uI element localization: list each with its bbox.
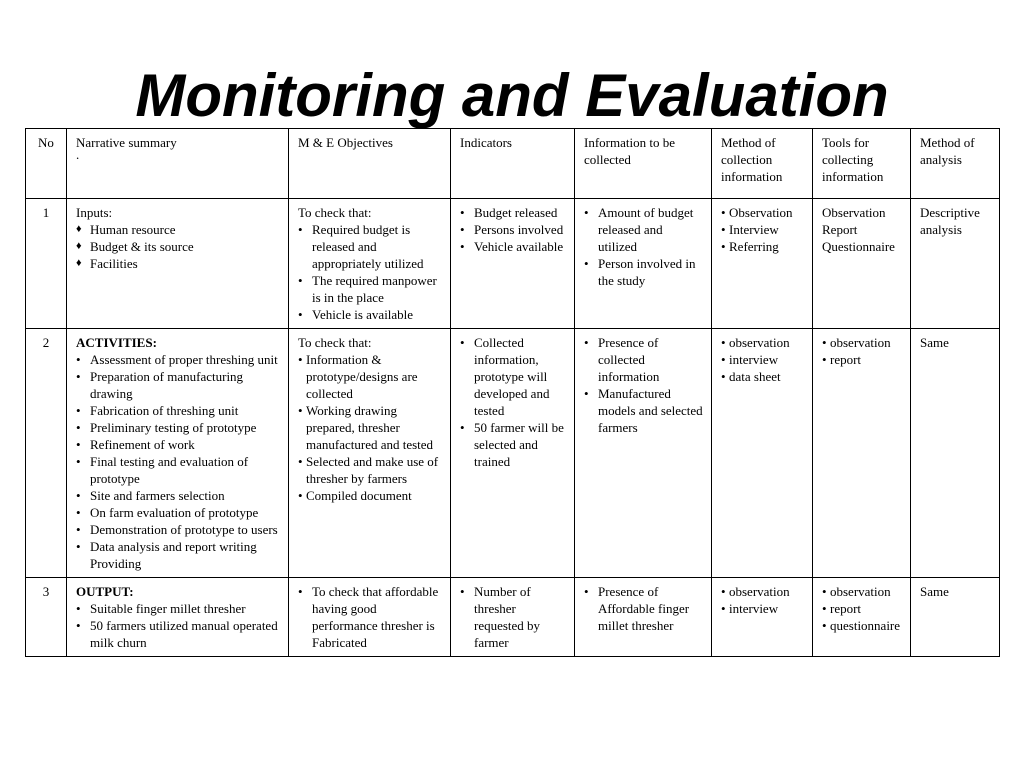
information-cell — [575, 578, 712, 657]
list-item: • The required manpower is in the place — [298, 272, 442, 306]
list-item: • Number of thresher requested by farmer — [460, 583, 566, 651]
header-objectives: M & E Objectives — [289, 129, 451, 199]
narrative-cell — [67, 578, 289, 657]
indicators-list — [460, 334, 566, 470]
indicators-cell — [451, 329, 575, 578]
method-analysis-cell: Same — [911, 329, 1000, 578]
tools-list — [822, 334, 902, 368]
tool-item: Report — [822, 222, 858, 237]
narrative-label: OUTPUT: — [76, 584, 134, 599]
list-item: ♦ Human resource — [76, 221, 280, 238]
header-narrative-summary — [67, 129, 289, 199]
list-item: • Compiled document — [298, 487, 442, 504]
indicators-list — [460, 583, 566, 651]
method-collection-list — [721, 583, 804, 617]
narrative-list — [76, 600, 280, 651]
list-item: • Person involved in the study — [584, 255, 703, 289]
header-narrative-mark: . — [76, 147, 80, 162]
header-tools: Tools for collecting information — [813, 129, 911, 199]
list-item: • Selected and make use of thresher by farmers — [298, 453, 442, 487]
objectives-list — [298, 351, 442, 504]
narrative-list — [76, 221, 280, 272]
header-narrative-label: Narrative summary — [76, 135, 177, 150]
list-item: • report — [822, 351, 902, 368]
information-list — [584, 583, 703, 634]
monitoring-evaluation-table — [25, 128, 1000, 657]
tool-item: Questionnaire — [822, 239, 895, 254]
method-collection-cell — [712, 199, 813, 329]
narrative-list — [76, 351, 280, 572]
tools-cell — [813, 199, 911, 329]
list-item: • Amount of budget released and utilized — [584, 204, 703, 255]
objectives-cell — [289, 578, 451, 657]
header-row — [26, 129, 1000, 199]
objectives-cell — [289, 199, 451, 329]
tools-list — [822, 583, 902, 634]
list-item: • Presence of collected information — [584, 334, 703, 385]
list-item: • Interview — [721, 221, 804, 238]
row-number: 1 — [26, 199, 67, 329]
method-collection-list — [721, 204, 804, 255]
information-list — [584, 204, 703, 289]
information-cell — [575, 199, 712, 329]
information-cell — [575, 329, 712, 578]
information-list — [584, 334, 703, 436]
list-item: • interview — [721, 600, 804, 617]
narrative-cell — [67, 329, 289, 578]
header-information: Information to be collected — [575, 129, 712, 199]
row-number: 2 — [26, 329, 67, 578]
list-item: • Presence of Affordable finger millet thresher — [584, 583, 703, 634]
page-title: Monitoring and Evaluation — [135, 62, 889, 129]
indicators-cell — [451, 199, 575, 329]
list-item: • observation — [721, 583, 804, 600]
list-item: • Preliminary testing of prototype — [76, 419, 280, 436]
indicators-list — [460, 204, 566, 255]
header-no: No — [26, 129, 67, 199]
list-item: • report — [822, 600, 902, 617]
tool-item: Observation — [822, 205, 886, 220]
list-item: • Assessment of proper threshing unit — [76, 351, 280, 368]
table-row — [26, 199, 1000, 329]
list-item: ♦ Facilities — [76, 255, 280, 272]
narrative-label: ACTIVITIES: — [76, 335, 157, 350]
list-item: • observation — [721, 334, 804, 351]
method-collection-list — [721, 334, 804, 385]
list-item: • interview — [721, 351, 804, 368]
list-item: • Refinement of work — [76, 436, 280, 453]
table-row — [26, 329, 1000, 578]
method-analysis-cell: Descriptive analysis — [911, 199, 1000, 329]
objectives-intro: To check that: — [298, 205, 372, 220]
list-item: • Information & prototype/designs are collected — [298, 351, 442, 402]
list-item: • data sheet — [721, 368, 804, 385]
list-item: • Referring — [721, 238, 804, 255]
list-item: ♦ Budget & its source — [76, 238, 280, 255]
list-item: • observation — [822, 583, 902, 600]
header-method-analysis: Method of analysis — [911, 129, 1000, 199]
narrative-label: Inputs: — [76, 205, 113, 220]
objectives-cell — [289, 329, 451, 578]
list-item: • Observation — [721, 204, 804, 221]
method-collection-cell — [712, 329, 813, 578]
list-item: • Site and farmers selection — [76, 487, 280, 504]
list-item: • Data analysis and report writing Providing — [76, 538, 280, 572]
list-item: • Manufactured models and selected farmers — [584, 385, 703, 436]
list-item: • Final testing and evaluation of prototype — [76, 453, 280, 487]
list-item: • Fabrication of threshing unit — [76, 402, 280, 419]
list-item: • Preparation of manufacturing drawing — [76, 368, 280, 402]
list-item: • Required budget is released and appropriately utilized — [298, 221, 442, 272]
list-item: • Working drawing prepared, thresher manufactured and tested — [298, 402, 442, 453]
tools-cell — [813, 329, 911, 578]
method-analysis-cell: Same — [911, 578, 1000, 657]
header-indicators: Indicators — [451, 129, 575, 199]
list-item: • On farm evaluation of prototype — [76, 504, 280, 521]
list-item: • questionnaire — [822, 617, 902, 634]
list-item: • Collected information, prototype will developed and tested — [460, 334, 566, 419]
list-item: • To check that affordable having good performance thresher is Fabricated — [298, 583, 442, 651]
objectives-intro: To check that: — [298, 335, 372, 350]
objectives-list — [298, 221, 442, 323]
narrative-cell — [67, 199, 289, 329]
list-item: • 50 farmers utilized manual operated milk churn — [76, 617, 280, 651]
list-item: • observation — [822, 334, 902, 351]
list-item: • Vehicle available — [460, 238, 566, 255]
list-item: • Suitable finger millet thresher — [76, 600, 280, 617]
header-method-collection: Method of collection information — [712, 129, 813, 199]
indicators-cell — [451, 578, 575, 657]
list-item: • Demonstration of prototype to users — [76, 521, 280, 538]
list-item: • Vehicle is available — [298, 306, 442, 323]
tools-cell — [813, 578, 911, 657]
method-collection-cell — [712, 578, 813, 657]
row-number: 3 — [26, 578, 67, 657]
list-item: • Persons involved — [460, 221, 566, 238]
table-row — [26, 578, 1000, 657]
list-item: • 50 farmer will be selected and trained — [460, 419, 566, 470]
list-item: • Budget released — [460, 204, 566, 221]
objectives-list — [298, 583, 442, 651]
